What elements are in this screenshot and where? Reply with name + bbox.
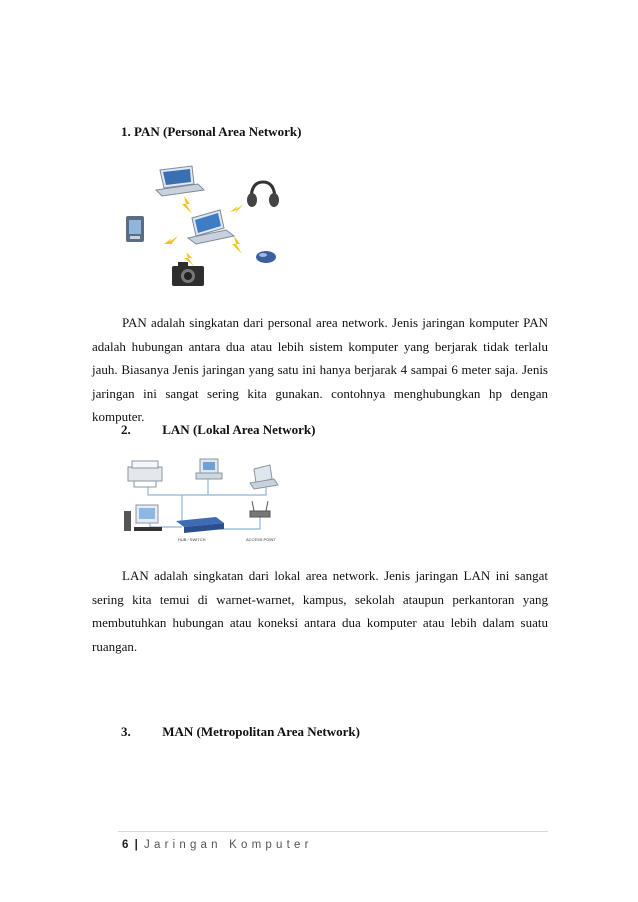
paragraph-lan (92, 564, 548, 658)
section-number: 3. (121, 724, 131, 739)
page-number: 6 (122, 839, 129, 851)
section-heading-pan (121, 124, 301, 140)
camera-icon (172, 262, 204, 286)
switch-label: HUB / SWITCH (178, 537, 206, 542)
section-title: PAN (Personal Area Network) (134, 124, 302, 139)
pda-icon (126, 216, 144, 242)
switch-icon (176, 517, 224, 542)
computer-icon (124, 505, 162, 531)
pan-illustration (120, 160, 290, 290)
section-heading-man (121, 724, 360, 740)
headphones-icon (247, 182, 279, 207)
footer-separator: | (134, 839, 138, 851)
section-title: MAN (Metropolitan Area Network) (162, 724, 360, 739)
paragraph-text: PAN adalah singkatan dari personal area network. Jenis jaringan komputer PAN adalah hubungan antara dua atau lebih sistem komputer yang berjarak tidak terlalu jauh. Biasanya Jenis jaringan yang satu ini hanya berjarak 4 sampai 6 meter saja. Jenis jaringan ini sangat sering kita gunakan. contohnya menghubungkan hp dengan komputer. (92, 315, 548, 424)
footer-divider (118, 831, 548, 832)
footer-title: Jaringan Komputer (144, 839, 313, 851)
paragraph-text: LAN adalah singkatan dari lokal area network. Jenis jaringan LAN ini sangat sering kita temui di warnet-warnet, kampus, sekolah ataupun perkantoran yang membutuhkan hubungan atau koneksi antara dua komputer atau lebih dalam suatu ruangan. (92, 568, 548, 654)
section-number: 1. (121, 124, 131, 139)
laptop-icon (188, 210, 234, 244)
access-point-label: ACCESS POINT (246, 537, 276, 542)
page-footer (122, 839, 313, 851)
section-title: LAN (Lokal Area Network) (162, 422, 316, 437)
laptop-icon (250, 465, 278, 489)
paragraph-pan (92, 311, 548, 429)
laptop-icon (156, 166, 204, 196)
computer-icon (196, 459, 222, 479)
section-number: 2. (121, 422, 131, 437)
access-point-icon (246, 501, 276, 542)
mouse-icon (256, 251, 276, 263)
lan-diagram (120, 455, 280, 545)
section-heading-lan (121, 422, 315, 438)
printer-icon (128, 461, 162, 487)
